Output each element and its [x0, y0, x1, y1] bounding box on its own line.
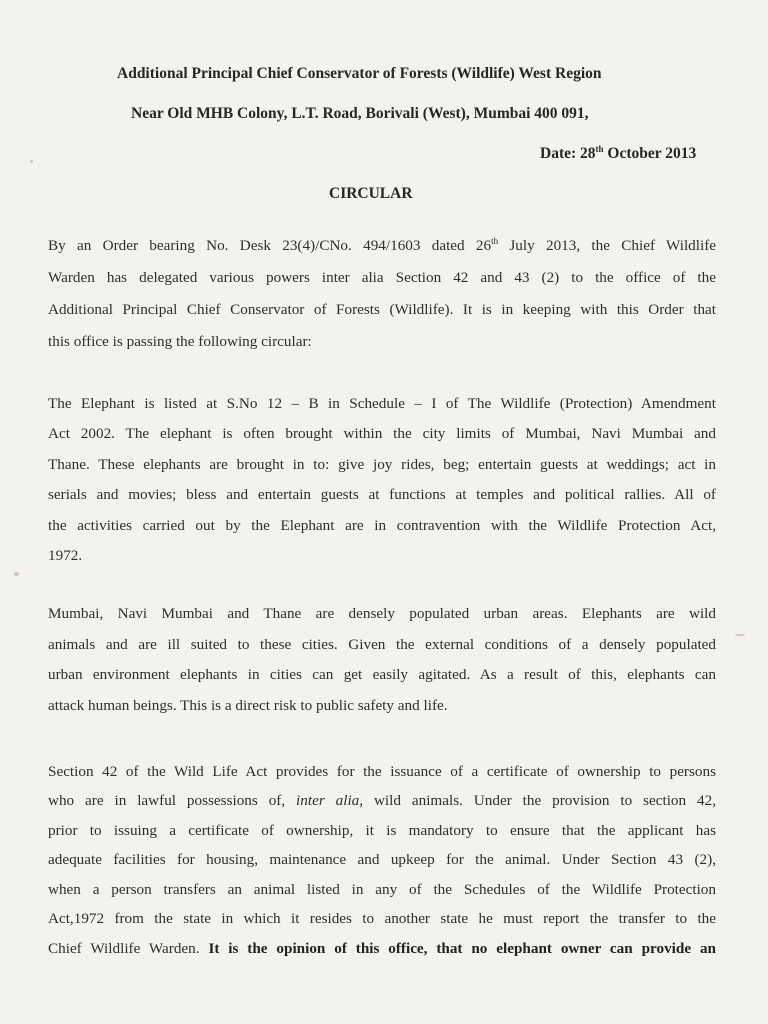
scan-speck [735, 634, 745, 636]
circular-date: Date: 28th October 2013 [540, 144, 697, 162]
para2-line6: 1972. [48, 547, 83, 564]
para2-line5: the activities carried out by the Elephant are in contravention with the Wildlife Protection Act, [48, 517, 716, 534]
para4-line6: Act,1972 from the state in which it resides to another state he must report the transfer to the [48, 910, 716, 927]
scan-speck [30, 160, 33, 163]
para4-line2: who are in lawful possessions of, inter alia, wild animals. Under the provision to section 42, [48, 792, 716, 809]
para3-line3: urban environment elephants in cities can get easily agitated. As a result of this, elephants can [48, 666, 716, 683]
para2-line4: serials and movies; bless and entertain guests at functions at temples and political rallies. All of [48, 486, 716, 503]
para4-line5: when a person transfers an animal listed in any of the Schedules of the Wildlife Protection [48, 881, 716, 898]
scan-speck [14, 572, 19, 576]
para3-line4: attack human beings. This is a direct risk to public safety and life. [48, 697, 448, 714]
para1-line3: Additional Principal Chief Conservator of Forests (Wildlife). It is in keeping with this Order that [48, 301, 716, 318]
para2-line2: Act 2002. The elephant is often brought within the city limits of Mumbai, Navi Mumbai and [48, 425, 716, 442]
para1-line4: this office is passing the following circular: [48, 333, 312, 350]
para3-line2: animals and are ill suited to these cities. Given the external conditions of a densely populated [48, 636, 716, 653]
para4-line7: Chief Wildlife Warden. It is the opinion of this office, that no elephant owner can provide an [48, 940, 716, 957]
para2-line3: Thane. These elephants are brought in to: give joy rides, beg; entertain guests at weddings; act in [48, 456, 716, 473]
para2-line1: The Elephant is listed at S.No 12 – B in Schedule – I of The Wildlife (Protection) Amendment [48, 395, 716, 412]
office-address: Near Old MHB Colony, L.T. Road, Borivali (West), Mumbai 400 091, [131, 105, 589, 122]
para3-line1: Mumbai, Navi Mumbai and Thane are densely populated urban areas. Elephants are wild [48, 605, 716, 622]
office-heading: Additional Principal Chief Conservator of Forests (Wildlife) West Region [117, 65, 602, 82]
para4-line3: prior to issuing a certificate of ownership, it is mandatory to ensure that the applicant has [48, 822, 716, 839]
circular-title: CIRCULAR [329, 185, 413, 202]
para1-line2: Warden has delegated various powers inter alia Section 42 and 43 (2) to the office of the [48, 269, 716, 286]
para1-line1: By an Order bearing No. Desk 23(4)/CNo. 494/1603 dated 26th July 2013, the Chief Wildlife [48, 236, 716, 254]
para4-line1: Section 42 of the Wild Life Act provides for the issuance of a certificate of ownership to persons [48, 763, 716, 780]
para4-line4: adequate facilities for housing, maintenance and upkeep for the animal. Under Section 43 (2), [48, 851, 716, 868]
